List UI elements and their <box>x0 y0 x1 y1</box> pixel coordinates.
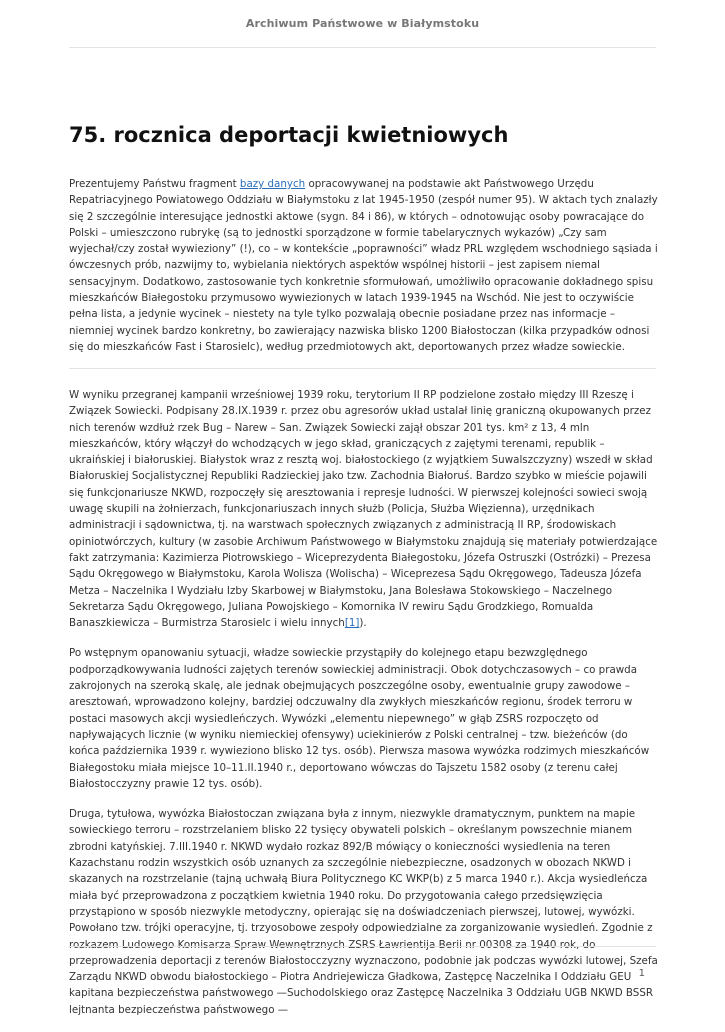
article-body <box>69 387 658 1032</box>
body-paragraph-1-text: W wyniku przegranej kampanii wrześniowej 1939 roku, terytorium II RP podzielone zostało między III Rzeszę i Związek Sowiecki. Podpisany 28.IX.1939 r. przez obu agresorów układ ustalał linię graniczną okupowanych przez nich terenów wzdłuż rzek Bug – Narew – San. Związek Sowiecki zajął obszar 201 tys. km² z 13, 4 mln mieszkańców, który włączył do wchodzących w jego skład, graniczących z zajętymi terenami, republik – ukraińskiej i białoruskiej. Białystok wraz z resztą woj. białostockiego (z wyjątkiem Suwalszczyzny) wszedł w skład Białoruskiej Socjalistycznej Republiki Radzieckiej jako tzw. Zachodnia Białoruś. Bardzo szybko w mieście pojawili się funkcjonariusze NKWD, rozpoczęły się aresztowania i represje ludności. W pierwszej kolejności sowieci swoją uwagę skupili na żołnierzach, funkcjonariuszach innych służb (Policja, Służba Więzienna), urzędnikach administracji i sądownictwa, tj. na warstwach społecznych związanych z administracją II RP, środowiskach opiniotwórczych, kultury (w zasobie Archiwum Państwowego w Białymstoku znajdują się materiały potwierdzające fakt zatrzymania: Kazimierza Piotrowskiego – Wiceprezydenta Białegostoku, Józefa Ostruszki (Ostrózki) – Prezesa Sądu Okręgowego w Białymstoku, Karola Wolisza (Wolischa) – Wiceprezesa Sądu Okręgowego, Tadeusza Józefa Metza – Naczelnika I Wydziału Izby Skarbowej w Białymstoku, Jana Bolesława Stokowskiego – Naczelnego Sekretarza Sądu Okręgowego, Juliana Powojskiego – Komornika IV rewiru Sądu Grodzkiego, Romualda Banaszkiewicza – Burmistrza Starosielc i wielu innych <box>69 389 658 630</box>
body-paragraph-1-tail: ). <box>359 617 367 630</box>
site-header <box>69 0 656 48</box>
intro-text-after-link: opracowywanej na podstawie akt Państwowego Urzędu Repatriacyjnego Powiatowego Oddziału w Białymstoku z lat 1945-1950 (zespół numer 95). W aktach tych znalazły się 2 szczególnie interesujące jednostki aktowe (sygn. 84 i 86), w których – odnotowując osoby powracające do Polski – umieszczono rubrykę (są to jednostki sporządzone w formie tabelarycznych wykazów) „Czy sam wyjechał/czy został wywieziony” (!), co – w kontekście „poprawności” władz PRL względem wschodniego sąsiada i ówczesnych prób, nazwijmy to, wybielania niektórych aspektów wspólnej historii – jest zapisem niemal sensacyjnym. Dodatkowo, zastosowanie tych konkretnie sformułowań, umożliwiło opracowanie dokładnego spisu mieszkańców Białegostoku przymusowo wywiezionych w latach 1939-1945 na Wschód. Nie jest to oczywiście pełna lista, a jedynie wycinek – niestety na tyle tylko pozwalają obecnie posiadane przez nas informacje – niemniej wycinek bardzo konkretny, bo zawierający nazwiska blisko 1200 Białostoczan (kilka przypadków odnosi się do mieszkańców Fast i Starosielc), według przedmiotowych akt, deportowanych przez władze sowieckie. <box>69 178 658 353</box>
page-title: 75. rocznica deportacji kwietniowych <box>69 123 509 147</box>
body-paragraph-2: Po wstępnym opanowaniu sytuacji, władze sowieckie przystąpiły do kolejnego etapu bezwzględnego podporządkowywania ludności zajętych terenów sowieckiej administracji. Obok dotychczasowych – co prawda zakrojonych na szeroką skalę, ale jednak obejmujących poszczególne osoby, ewentualnie grupy zawodowe – aresztowań, wprowadzono kolejny, bardziej odczuwalny dla zwykłych mieszkańców regionu, środek terroru w postaci masowych akcji wysiedleńczych. Wywózki „elementu niepewnego” w głąb ZSRS rozpoczęto od napływających licznie (w wyniku niemieckiej ofensywy) uciekinierów z Polski centralnej – tzw. bieżeńców (do końca października 1939 r. wywieziono blisko 12 tys. osób). Pierwsza masowa wywózka rodzimych mieszkańców Białegostoku miała miejsce 10–11.II.1940 r., deportowano wówczas do Tajszetu 1582 osoby (z terenu całej Białostocczyzny prawie 12 tys. osób). <box>69 647 650 790</box>
intro-section <box>69 176 658 369</box>
body-paragraph-3: Druga, tytułowa, wywózka Białostoczan związana była z innym, niezwykle dramatycznym, punktem na mapie sowieckiego terroru – rozstrzelaniem blisko 22 tysięcy obywateli polskich – określanym powszechnie mianem zbrodni katyńskiej. 7.III.1940 r. NKWD wydało rozkaz 892/B mówiący o konieczności wysiedlenia na teren Kazachstanu rodzin wszystkich osób uznanych za szczególnie niebezpieczne, osadzonych w obozach NKWD i skazanych na rozstrzelanie (tajną uchwałą Biura Politycznego KC WKP(b) z 5 marca 1940 r.). Akcja wysiedleńcza miała być przeprowadzona z początkiem kwietnia 1940 roku. Do przygotowania całego przedsięwzięcia przystąpiono w sposób niezwykle metodyczny, opierając się na doświadczeniach pierwszej, lutowej, wywózki. Powołano tzw. trójki operacyjne, tj. trzyosobowe zespoły odpowiedzialne za zorganizowanie wysiedleń. Zgodnie z rozkazem Ludowego Komisarza Spraw Wewnętrznych ZSRS Ławrientija Berii nr 00308 za 1940 rok, do przeprowadzenia deportacji z terenów Białostocczyzny wyznaczono, podobnie jak podczas wywózki lutowej, Szefa Zarządu NKWD obwodu białostockiego – Piotra Andriejewicza Gładkowa, Zastępcę Naczelnika I Oddziału GEU kapitana bezpieczeństwa państwowego —Suchodolskiego oraz Zastępcę Naczelnika 3 Oddziału UGB NKWD BSSR lejtnanta bezpieczeństwa państwowego — <box>69 808 658 1016</box>
intro-text-before-link: Prezentujemy Państwu fragment <box>69 178 240 190</box>
body-paragraph-1 <box>69 387 658 631</box>
section-divider <box>69 368 656 369</box>
intro-paragraph <box>69 176 658 355</box>
footer-divider <box>69 946 656 947</box>
footnote-link[interactable]: [1] <box>344 617 360 630</box>
page-number: 1 <box>638 968 645 979</box>
site-title: Archiwum Państwowe w Białymstoku <box>245 17 480 30</box>
database-link[interactable]: bazy danych <box>239 178 306 190</box>
